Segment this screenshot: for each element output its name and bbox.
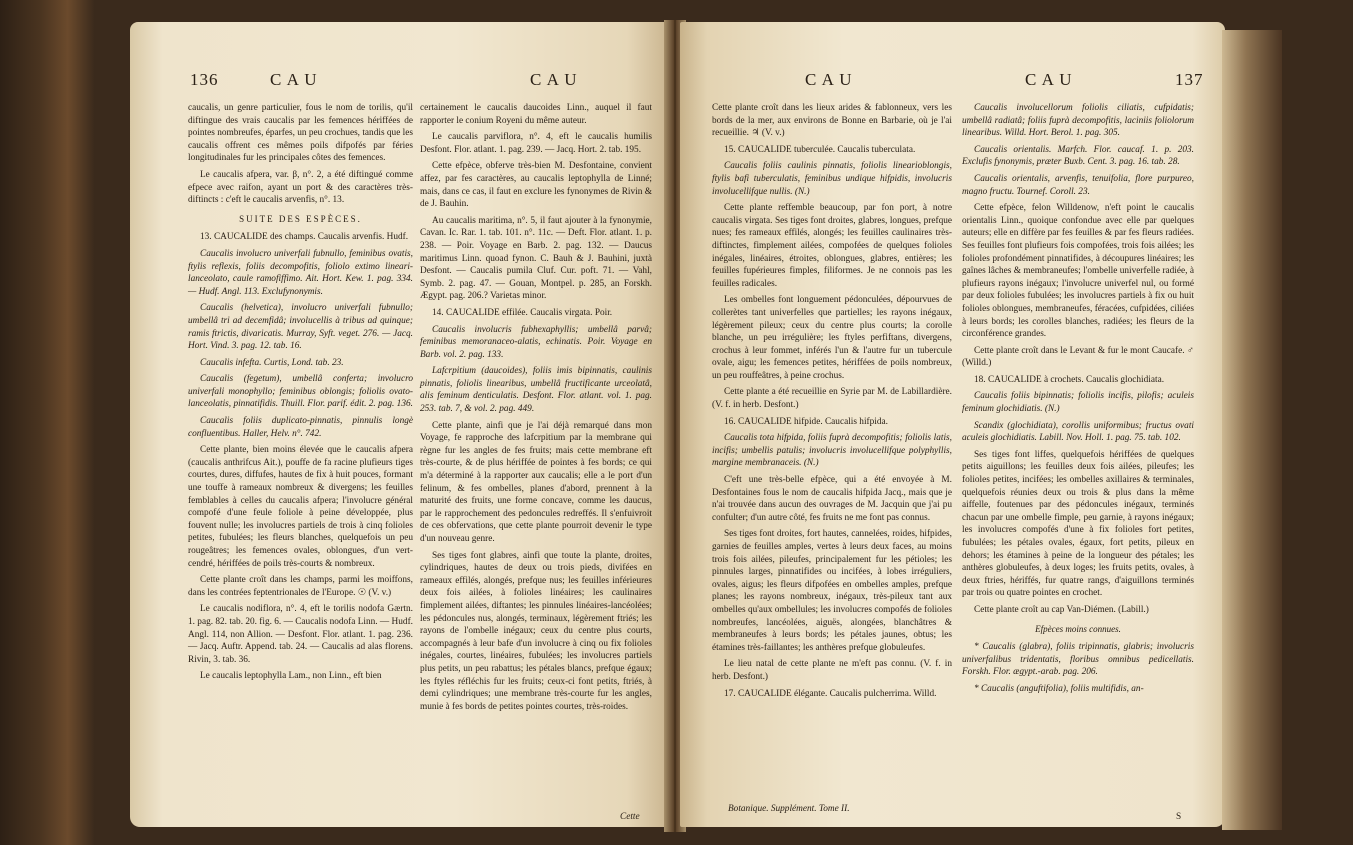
paragraph: Les ombelles font longuement pédonculées, dépourvues de collerètes tant univerfelles que partielles; les rayons inégaux, légèrement pileux; ceux du centre plus courts; la corolle blanche, un peu irrégulière; les ftyles perfiftans, divergens, crochus à leur fommet, inférés l'un & l'autre fur un tubercule ovale, aigu; les femences petites, hériffées de poils nombreux, un peu rouffeâtres, à peine crochus. bbox=[712, 295, 952, 381]
section-heading: SUITE DES ESPÈCES. bbox=[239, 213, 362, 224]
paragraph: Caucalis involucris fubhexaphyllis; umbellâ parvâ; feminibus memoranaceo-alatis, echinatis. Poir. Voyage en Barb. vol. 2. pag. 133. bbox=[420, 324, 652, 360]
left-page bbox=[130, 22, 670, 827]
paragraph: Caucalis (fegetum), umbellâ conferta; involucro univerfali monophyllo; feminibus oblongis; foliolis ovato-lanceolatis, pinnatifidis. Thuill. Flor. parif. édit. 2. pag. 136. bbox=[188, 374, 413, 410]
paragraph: Caucalis orientalis. Marfch. Flor. caucaf. 1. p. 203. Exclufis fynonymis, præter Buxb. Cent. 3. pag. 16. tab. 28. bbox=[962, 144, 1194, 168]
section-heading: Efpèces moins connues. bbox=[1035, 623, 1121, 634]
paragraph: Scandix (glochidiata), corollis uniformibus; fructus ovati aculeis glochidiatis. Labill. Nov. Holl. 1. pag. 75. tab. 102. bbox=[962, 420, 1194, 444]
paragraph: Cette plante, bien moins élevée que le caucalis afpera (caucalis anthrifcus Ait.), pouffe de fa racine plufieurs tiges courtes, dures, diffufes, hautes de fix à huit pouces, formant une touffe à rameaux nombreux & divergens; les feuilles femblables à celles du caucalis afpera; l'involucre général compofé d'une feule foliole à peine développée, plus fouvent nulle; les involucres partiels de trois à cinq folioles petites, fubulées; les fleurs blanches, quelquefois un peu rougeâtres; les femences ovales, oblongues, d'un vert-cendré, hériffées de poils très-courts & nombreux. bbox=[188, 445, 413, 569]
species-heading: 13. CAUCALIDE des champs. Caucalis arvenfis. Hudf. bbox=[200, 232, 409, 243]
species-heading: 15. CAUCALIDE tuberculée. Caucalis tuberculata. bbox=[724, 144, 916, 155]
paragraph: Le caucalis afpera, var. β, n°. 2, a été diftingué comme efpece avec raifon, ayant un port & des caractères très-diftincts : c'eft le caucalis arvenfis, n°. 13. bbox=[188, 169, 413, 206]
paragraph: Le caucalis leptophylla Lam., non Linn., eft bien bbox=[200, 671, 382, 682]
paragraph: Cette plante croît au cap Van-Diémen. (Labill.) bbox=[974, 604, 1149, 615]
paragraph: Lafcrpitium (daucoides), foliis imis bipinnatis, caulinis pinnatis, foliolis linearibus, umbellâ fructificante urceolatâ, alis feminum denticulatis. Desfont. Flor. atlant. vol. 1. pag. 253. tab. 7, & vol. 2. pag. 449. bbox=[420, 366, 652, 415]
paragraph: Caucalis orientalis, arvenfis, tenuifolia, flore purpureo, magno fructu. Tournef. Coroll. 23. bbox=[962, 173, 1194, 197]
paragraph: Cette efpèce, obferve très-bien M. Desfontaine, convient affez, par fes caractères, au caucalis leptophylla de Linné; mais, dans ce cas, il faut en exclure les fynonymes de Rivin & de J. Bauhin. bbox=[420, 161, 652, 210]
paragraph: Caucalis foliis bipinnatis; foliolis incifis, pilofis; aculeis feminum glochidiatis. (N.) bbox=[962, 391, 1194, 415]
paragraph: Caucalis foliis caulinis pinnatis, foliolis linearioblongis, ftylis bafi tuberculatis, feminibus undique hifpidis, involucris involucellifque nullis. (N.) bbox=[712, 161, 952, 197]
species-heading: 17. CAUCALIDE élégante. Caucalis pulcherrima. Willd. bbox=[724, 688, 937, 699]
species-heading: 14. CAUCALIDE effilée. Caucalis virgata. Poir. bbox=[432, 307, 613, 318]
left-page-column-2 bbox=[420, 102, 652, 717]
paragraph: Caucalis (helvetica), involucro univerfali fubnullo; umbellâ tri ad decemfidâ; involucellis à tribus ad quinque; ramis ftrictis, divaricatis. Murray, Syft. veget. 276. — Jacq. Hort. Vind. 3. pag. 12. tab. 16. bbox=[188, 303, 413, 352]
running-head-left-b: C A U bbox=[530, 70, 578, 89]
left-page-column-1 bbox=[188, 102, 413, 687]
page-number-right: 137 bbox=[1175, 70, 1204, 89]
paragraph: Cette efpèce, felon Willdenow, n'eft point le caucalis orientalis Linn., quoique confondue avec elle par quelques auteurs; elle en diffère par fes feuilles & par fes fleurs radiées. Ses feuilles font plufieurs fois compofées, trois fois ailées; les folioles profondément pinnatifides, à découpures linéaires; les gaînes lâches & membraneufes; l'ombelle univerfelle radiée, à plufieurs rayons inégaux; l'involucre univerfel nul, ou formé par deux folioles fubulées; les involucres partiels à fix ou huit folioles oblongues, membraneufes, féracées, cufpidées, ciliées à leurs bords; les corolles blanches, radiées; les fleurs de la circonférence grandes. bbox=[962, 203, 1194, 340]
catchword: Cette bbox=[620, 812, 640, 822]
signature-mark: S bbox=[1176, 812, 1182, 822]
paragraph: Cette plante croît dans les champs, parmi les moiffons, dans les contrées feptentrionales de l'Europe. ☉ (V. v.) bbox=[188, 575, 413, 598]
species-heading: 18. CAUCALIDE à crochets. Caucalis glochidiata. bbox=[974, 374, 1165, 385]
right-page bbox=[680, 22, 1225, 827]
paragraph: Le caucalis nodiflora, n°. 4, eft le torilis nodofa Gærtn. 1. pag. 82. tab. 20. fig. 6. — Caucalis nodofa Linn. — Hudf. Angl. 114, non Allion. — Desfont. Flor. atlant. 1. pag. 236. — Jacq. Auftr. Append. tab. 24. — Caucalis ad alas florens. Rivin, 3. tab. 36. bbox=[188, 604, 413, 665]
paragraph: Cette plante a été recueillie en Syrie par M. de Labillardière. (V. f. in herb. Desfont.) bbox=[712, 387, 952, 411]
paragraph: Caucalis tota hifpida, foliis fuprà decompofitis; foliolis latis, incifis; umbellis patulis; involucris involucellifque polyphyllis, margine membranaceis. (N.) bbox=[712, 433, 952, 469]
paragraph: Caucalis involucro univerfali fubnullo, feminibus ovatis, ftylis reflexis, foliis decompofitis, foliolo extimo lineari-lanceolato, caule ramofiffimo. Ait. Hort. Kew. 1. pag. 334. — Hudf. Angl. 113. Exclufynonymis. bbox=[188, 248, 413, 297]
paragraph: Ses tiges font glabres, ainfi que toute la plante, droites, cylindriques, hautes de deux ou trois pieds, divifées en rameaux effilés, alongés, prefque nus; les feuilles inférieures deux fois ailées, à folioles linéaires; les caulinaires fimplement ailées, diftantes; les pinnules linéaires-lancéolées; les pédoncules nus, alongés, terminaux, légèrement ftriés; les rayons de l'ombelle inégaux; ceux du centre plus courts, accompagnés à leur bafe d'un involucre à cinq ou fix folioles inégales, courtes, linéaires, fubulées; les involucres partiels plus petits, un peu rabattus; les pétales blancs, prefque égaux; les ftyles réfléchis fur les fruits; ceux-ci font petits, ftriés, à demi cylindriques; une membrane très-courte fur les angles, munie à fes bords de petites pointes courtes, très-roides. bbox=[420, 550, 652, 712]
right-page-column-2 bbox=[962, 102, 1194, 700]
paragraph: C'eft une très-belle efpèce, qui a été envoyée à M. Desfontaines fous le nom de caucalis hifpida Jacq., mais que je n'ai trouvée dans aucun des ouvrages de M. Jacquin que j'ai pu confulter; d'un autre côté, fes fruits ne me font pas connus. bbox=[712, 475, 952, 523]
page-number-left: 136 bbox=[190, 70, 219, 89]
running-head-right-b: C A U bbox=[1025, 70, 1073, 89]
paragraph: Le caucalis parviflora, n°. 4, eft le caucalis humilis Desfont. Flor. atlant. 1. pag. 239. — Jacq. Hort. 2. tab. 195. bbox=[420, 132, 652, 155]
paragraph: Le lieu natal de cette plante ne m'eft pas connu. (V. f. in herb. Desfont.) bbox=[712, 659, 952, 682]
paragraph: Cette plante reffemble beaucoup, par fon port, à notre caucalis virgata. Ses tiges font droites, glabres, longues, prefque nues; fes rameaux effilés, alongés; les feuilles caulinaires très-diftinctes, fimplement ailées, compofées de quelques folioles inégales, linéaires, étroites, oblongues, glabres, entières; les feuilles fupérieures fimples, filiformes. Je ne connois pas les feuilles radicales. bbox=[712, 203, 952, 289]
running-head-right-a: C A U bbox=[805, 70, 853, 89]
running-head-left-a: C A U bbox=[270, 70, 318, 89]
paragraph: Cette plante croît dans le Levant & fur le mont Caucafe. ♂ (Willd.) bbox=[962, 345, 1194, 369]
paragraph: certainement le caucalis daucoides Linn., auquel il faut rapporter le conium Royeni du même auteur. bbox=[420, 103, 652, 126]
paragraph: Caucalis infefta. Curtis, Lond. tab. 23. bbox=[200, 357, 344, 368]
paragraph: Cette plante, ainfi que je l'ai déjà remarqué dans mon Voyage, fe rapproche des lafcrpitium par la membrane qui règne fur les angles de fes fruits; mais cette membrane eft très-courte, & de plus hériffée de pointes à fes bords; ce qui m'a déterminé à la rapporter aux caucalis; elle a le port d'un felinum, & fes ombelles, planes d'abord, prennent à la maturité des fruits, une forme concave, comme les daucus, par le rapprochement des pedoncules redreffés. Il s'enfuivroit de ces obfervations, que cette plante pourroit devenir le type d'un nouveau genre. bbox=[420, 420, 652, 544]
paragraph: * Caucalis (anguftifolia), foliis multifidis, an- bbox=[974, 683, 1144, 694]
right-page-column-1 bbox=[712, 102, 952, 704]
paragraph: Caucalis involucellorum foliolis ciliatis, cufpidatis; umbellâ radiatâ; foliis fuprà decompofitis, laciniis foliolorum linearibus. Willd. Hort. Berol. 1. pag. 305. bbox=[962, 103, 1194, 139]
paragraph: Ses tiges font liffes, quelquefois hériffées de quelques petits aiguillons; les feuilles deux fois ailées, pileufes; les folioles petites, incifées; les ombelles axillaires & terminales, quelquefois réunies deux ou trois & plus dans la même aiffelle, foutenues par des pédoncules inégaux, terminés chacun par une ombelle fimple, peu garnie, à rayons inégaux; les involucres compofés d'une à fix folioles fort petites, fubulées; les pétales ovales, égaux, fort petits, pileux en dehors; les étamines à peine de la longueur des pétales; les anthères globuleufes, à deux loges; les fruits petits, ovales, à deux ftries, hériffés, fur quatre rangs, d'aiguillons terminés par trois ou quatre pointes en crochet. bbox=[962, 449, 1194, 599]
paragraph: caucalis, un genre particulier, fous le nom de torilis, qu'il diftingue des vrais caucalis par les femences hériffées de pointes nombreufes, éparfes, un peu crochues, tandis que les caucalis offrent ces mêmes poils difpofés par féries longitudinales fur les principales côtes des femences. bbox=[188, 103, 413, 164]
paragraph: Caucalis foliis duplicato-pinnatis, pinnulis longè confluentibus. Haller, Helv. n°. 742. bbox=[188, 416, 413, 439]
paragraph: Ses tiges font droites, fort hautes, cannelées, roides, hifpides, garnies de feuilles amples, vertes à leurs deux faces, au moins trois fois ailées, pileufes, principalement fur les pétioles; les pinnules larges, pinnatifides ou incifées, à lobes irréguliers, ovales, aigus; les fleurs difpofées en ombelles amples, prefque planes; les rayons nombreux, inégaux, très-pileux tant aux ombelles qu'aux ombellules; les involucres compofés de folioles nombreufes, lancéolées, aiguës, alongées, blanchâtres & membraneufes à leurs bords; les pétales jaunes, obtus; les étamines très-faillantes; les anthères prefque globuleufes. bbox=[712, 529, 952, 653]
page-edges bbox=[1222, 30, 1282, 830]
paragraph: Au caucalis maritima, n°. 5, il faut ajouter à la fynonymie, Cavan. Ic. Rar. 1. tab. 101. n°. 11c. — Deft. Flor. atlant. 1. p. 238. — Poir. Voyage en Barb. 2. pag. 132. — Daucus maritimus Linn. quoad fynon. C. Bauh & J. Bauhini, juxtà Desfont. — Caucalis pumila Cluf. Cur. poft. 71. — Vahl, Symb. 2. pag. 47. — Gouan, Montpel. p. 285, an Forskh. Ægypt. pag. 206.? Varietas minor. bbox=[420, 215, 652, 302]
paragraph: * Caucalis (glabra), foliis tripinnatis, glabris; involucris univerfalibus tridentatis, floribus omnibus pedicellatis. Forskh. Flor. ægypt.-arab. pag. 206. bbox=[962, 642, 1194, 678]
paragraph: Cette plante croît dans les lieux arides & fablonneux, vers les bords de la mer, aux environs de Bonne en Barbarie, où je l'ai recueillie. ♃ (V. v.) bbox=[712, 103, 952, 139]
species-heading: 16. CAUCALIDE hifpide. Caucalis hifpida. bbox=[724, 416, 888, 427]
page-footer: Botanique. Supplément. Tome II. bbox=[728, 804, 850, 814]
